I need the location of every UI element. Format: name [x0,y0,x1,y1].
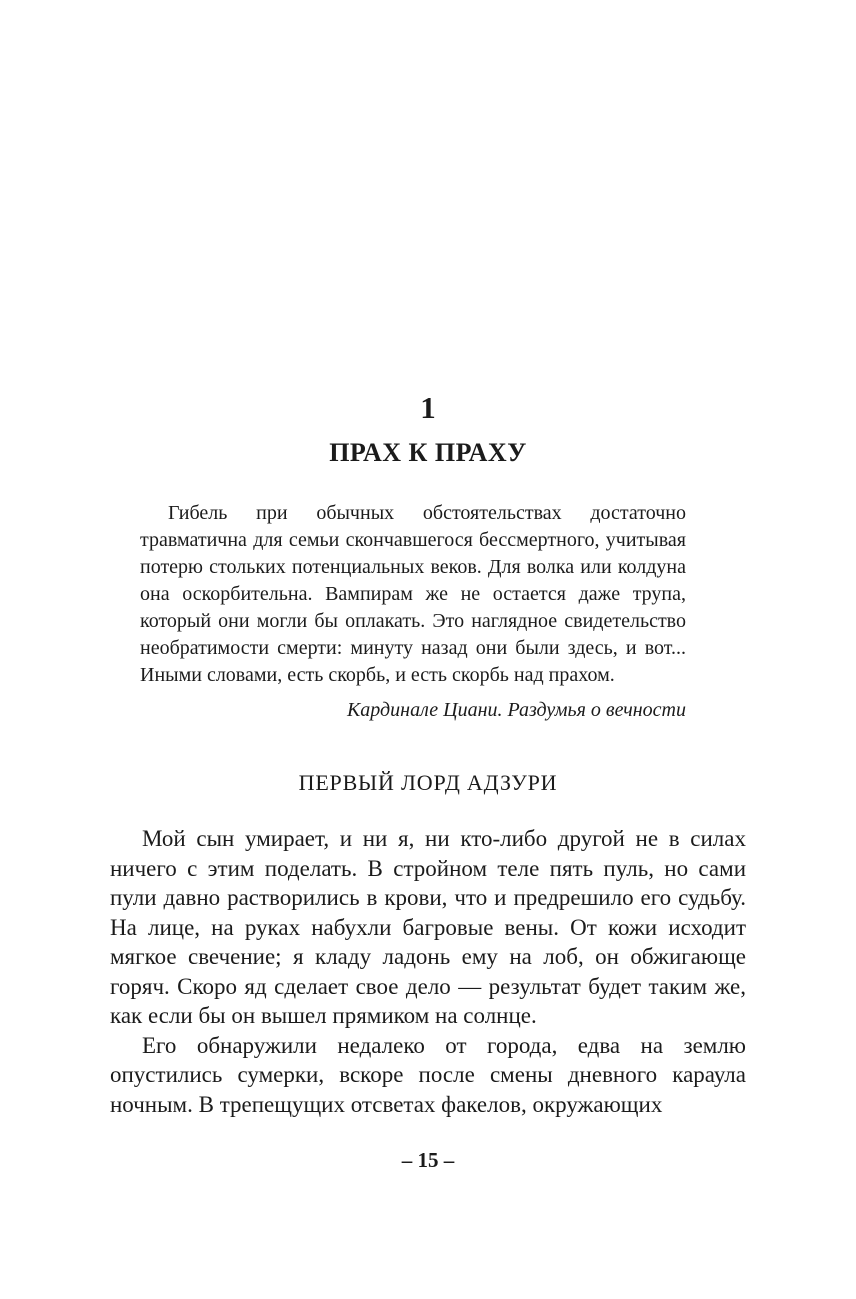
body-paragraph: Его обнаружили недалеко от города, едва на землю опустились сумерки, вскоре после смены дневного караула ночным. В трепещущих отсветах факелов, окружающих [110,1032,746,1117]
page-number: – 15 – [401,1148,455,1172]
epigraph-text: Гибель при обычных обстоятельствах достаточно травматична для семьи скончавшегося бессмертного, учитывая потерю стольких потенциальных веков. Для волка или колдуна она оскорбительна. Вампирам же не остается даже трупа, который они могли бы оплакать. Это наглядное свидетельство необратимости смерти: минуту назад они были здесь, и вот... Иными словами, есть скорбь, и есть скорбь над прахом. [140,502,686,686]
chapter-title: ПРАХ К ПРАХУ [329,438,527,467]
epigraph-attribution: Кардинале Циани. Раздумья о вечности [347,699,686,721]
page-content [110,0,746,1119]
chapter-number: 1 [420,390,436,425]
body-paragraph: Мой сын умирает, и ни я, ни кто-либо другой не в силах ничего с этим поделать. В стройном теле пять пуль, но сами пули давно растворились в крови, что и предрешило его судьбу. На лице, на руках набухли багровые вены. От кожи исходит мягкое свечение; я кладу ладонь ему на лоб, он обжигающе горяч. Скоро яд сделает свое дело — результат будет таким же, как если бы он вышел прямиком на солнце. [110,826,746,1028]
section-heading: ПЕРВЫЙ ЛОРД АДЗУРИ [298,770,558,795]
